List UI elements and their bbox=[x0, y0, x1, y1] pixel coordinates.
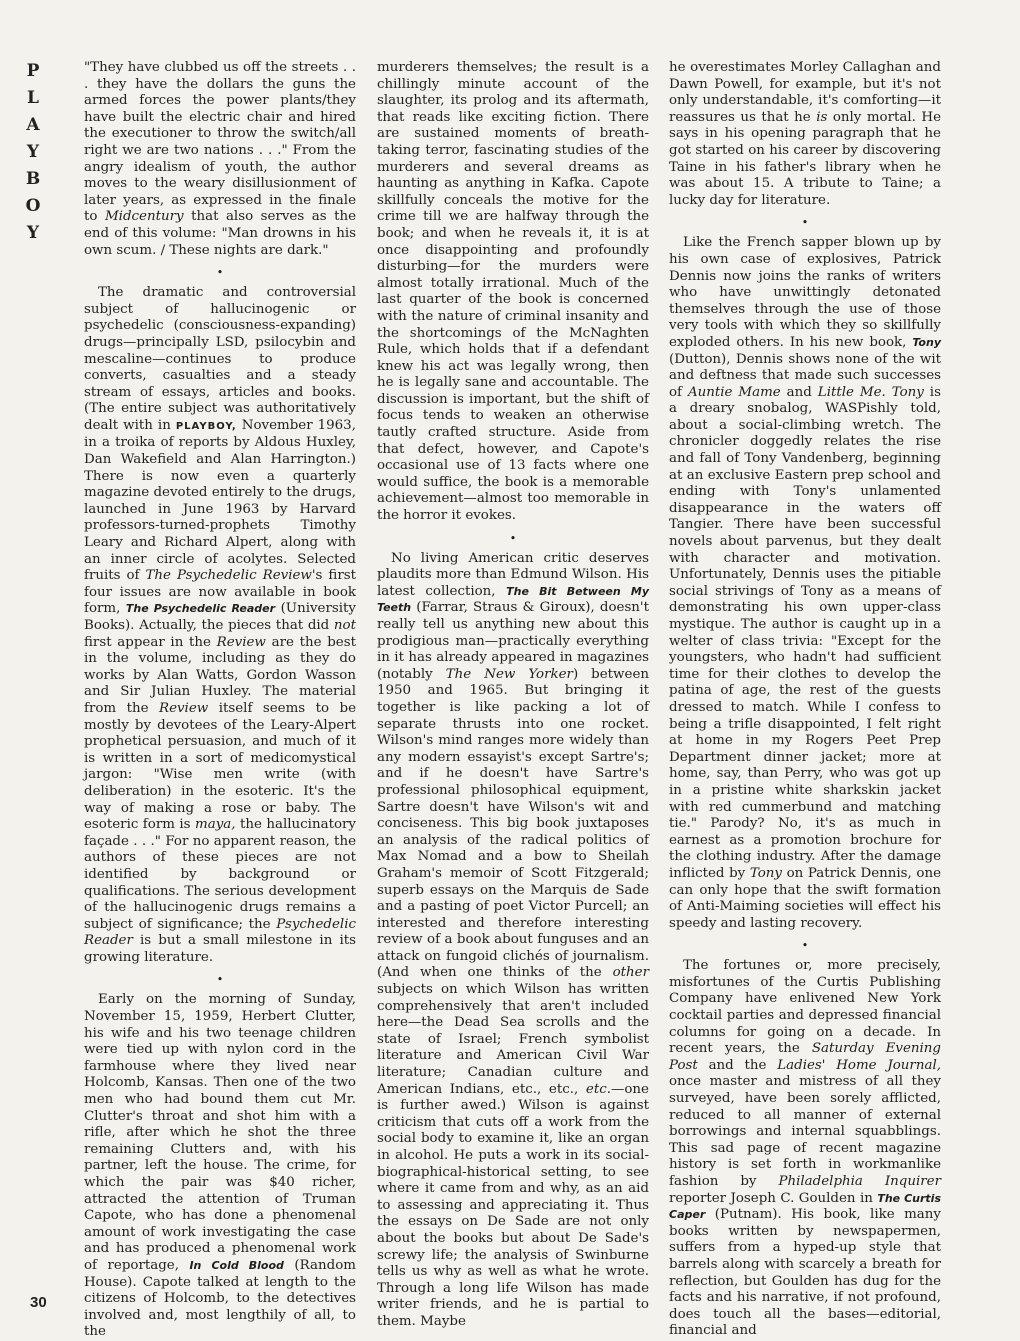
masthead-letter: Y bbox=[26, 142, 40, 162]
masthead-letter: L bbox=[27, 88, 39, 108]
book-title: The Bit Between My Teeth bbox=[377, 584, 649, 615]
book-title: The Psychedelic Reader bbox=[125, 602, 276, 616]
section-separator: • bbox=[216, 266, 224, 280]
paragraph: he overestimates Morley Callaghan and Dawn Powell, for example, but it's not only understandable, it's comforting—it reassures us that he is only mortal. He says in his opening paragraph that he got started on his career by discovering Taine in his father's library when he was about 15. A tribute to Taine; a lucky day for literature. bbox=[669, 60, 941, 208]
paragraph: murderers themselves; the result is a chillingly minute account of the slaughter, its prolog and its aftermath, that reads like exciting fiction. There are sustained moments of breath-taking terror, fascinating studies of the murderers and several dreams as haunting as anything in Kafka. Capote skillfully conceals the motive for the crime till we are halfway through the book; and when he reveals it, it is at once disappointing and profoundly disturbing—for the murders were almost totally irrational. Much of the last quarter of the book is concerned with the nature of criminal insanity and the shortcomings of the McNaghten Rule, which holds that if a defendant knew his act was legally wrong, then he is legally sane and accountable. The discussion is important, but the shift of focus tends to weaken an otherwise tautly crafted structure. Aside from that defect, however, and Capote's occasional use of 13 facts where one would suffice, the book is a memorable achievement—almost too memorable in the horror it evokes. bbox=[377, 60, 649, 524]
paragraph: No living American critic deserves plaudits more than Edmund Wilson. His latest collection, The Bit Between My Teeth (Farrar, Straus & Giroux), doesn't really tell us anything new about this prodigious man—practically everything in it has already appeared in magazines (notably The New Yorker) between 1950 and 1965. But bringing it together is like packing a lot of separate thrusts into one rocket. Wilson's mind ranges more widely than any modern essayist's except Sartre's; and if he doesn't have Sartre's professional philosophical equipment, Sartre doesn't have Wilson's wit and conciseness. This big book juxtaposes an analysis of the radical politics of Max Nomad and a bow to Sheilah Graham's memoir of Scott Fitzgerald; superb essays on the Marquis de Sade and a pasting of poet Victor Purcell; an interested and therefore interesting review of a book about funguses and an attack on fungoid clichés of journalism. (And when one thinks of the other subjects on which Wilson has written comprehensively that aren't included here—the Dead Sea scrolls and the state of Israel; French symbolist literature and American Civil War literature; Canadian culture and American Indians, etc., etc., etc.—one is further awed.) Wilson is against criticism that cuts off a work from the social body to examine it, like an organ in alcohol. He puts a work in its social-biographical-historical setting, to see where it came from and why, as an aid to assessing and appreciating it. Thus the essays on De Sade are not only about the books but about De Sade's screwy life; the analysis of Swinburne tells us why as well as what he wrote. Through a long life Wilson has made writer friends, and he is partial to them. Maybe bbox=[377, 550, 649, 1329]
masthead-letter: B bbox=[25, 169, 41, 189]
paragraph: "They have clubbed us off the streets . . . they have the dollars the guns the armed forces the power plants/they have built the electric chair and hired the executioner to throw the switch/all right we are two nations . . ." From the angry idealism of youth, the author moves to the weary disillusionment of later years, as expressed in the finale to Midcentury that also serves as the end of this volume: "Man drowns in his own scum. / These nights are dark." bbox=[84, 60, 356, 258]
section-separator: • bbox=[216, 973, 224, 987]
column-3 bbox=[669, 60, 942, 1339]
masthead-letter: A bbox=[26, 115, 40, 135]
page-number: 30 bbox=[30, 1294, 47, 1311]
book-title: In Cold Blood bbox=[189, 1258, 284, 1272]
paragraph: Like the French sapper blown up by his own case of explosives, Patrick Dennis now joins the ranks of writers who have unwittingly detonated themselves through the use of those very tools with which they so skillfully exploded others. In his new book, Tony (Dutton), Dennis shows none of the wit and deftness that made such successes of Auntie Mame and Little Me. Tony is a dreary snobalog, WASPishly told, about a social-climbing wretch. The chronicler doggedly relates the rise and fall of Tony Vandenberg, beginning at an exclusive Eastern prep school and ending with Tony's unlamented disappearance in the waters off Tangier. There have been successful novels about parvenus, but they dealt with character and motivation. Unfortunately, Dennis uses the pitiable social strivings of Tony as a means of demonstrating his own upper-class mystique. The author is caught up in a welter of class trivia: "Except for the youngsters, who hadn't had sufficient time for their clothes to develop the patina of age, the rest of the guests dressed to match. While I confess to being a trifle disappointed, I felt right at home in my Rogers Peet Prep Department dinner jacket; more at home, say, than Perry, who was got up in a pristine white sharkskin jacket with red cummerbund and matching tie." Parody? No, it's as much in earnest as a promotion brochure for the clothing industry. After the damage inflicted by Tony on Patrick Dennis, one can only hope that the swift formation of Anti-Maiming societies will effect his speedy and lasting recovery. bbox=[669, 235, 941, 931]
book-title: Tony bbox=[912, 335, 941, 349]
section-separator: • bbox=[801, 216, 809, 230]
book-title: The Curtis Caper bbox=[669, 1191, 942, 1222]
paragraph: The dramatic and controversial subject of hallucinogenic or psychedelic (consciousness-expanding) drugs—principally LSD, psilocybin and mescaline—continues to produce converts, casualties and a steady stream of essays, articles and books. (The entire subject was authoritatively dealt with in PLAYBOY, November 1963, in a troika of reports by Aldous Huxley, Dan Wakefield and Alan Harrington.) There is now even a quarterly magazine devoted entirely to the drugs, launched in June 1963 by Harvard professors-turned-prophets Timothy Leary and Richard Alpert, along with an inner circle of acolytes. Selected fruits of The Psychedelic Review's first four issues are now available in book form, The Psychedelic Reader (University Books). Actually, the pieces that did not first appear in the Review are the best in the volume, including as they do works by Alan Watts, Gordon Wasson and Sir Julian Huxley. The material from the Review itself seems to be mostly by devotees of the Leary-Alpert prophetical persuasion, and much of it is written in a sort of medicomystical jargon: "Wise men write (with deliberation) in the esoteric. It's the way of making a rose or baby. The esoteric form is maya, the hallucinatory façade . . ." For no apparent reason, the authors of these pieces are not identified by background or qualifications. The serious development of the hallucinogenic drugs remains a subject of significance; the Psychedelic Reader is but a small milestone in its growing literature. bbox=[84, 285, 357, 965]
paragraph: Early on the morning of Sunday, November 15, 1959, Herbert Clutter, his wife and his two teenage children were tied up with nylon cord in the farmhouse where they lived near Holcomb, Kansas. Then one of the two men who had bound them cut Mr. Clutter's throat and shot him with a rifle, after which he shot the three remaining Clutters and, with his partner, left the house. The crime, for which the pair was $40 richer, attracted the attention of Truman Capote, who has done a phenomenal amount of work investigating the case and has produced a phenomenal work of reportage, In Cold Blood (Random House). Capote talked at length to the citizens of Holcomb, to the detectives involved and, most lengthily of all, to the bbox=[84, 992, 356, 1340]
section-separator: • bbox=[801, 939, 809, 953]
paragraph: The fortunes or, more precisely, misfortunes of the Curtis Publishing Company have enlivened New York cocktail parties and depressed financial columns for going on a decade. In recent years, the Saturday Evening Post and the Ladies' Home Journal, once master and mistress of all they surveyed, have been sorely afflicted, reduced to all manner of external borrowings and internal squabblings. This sad page of recent magazine history is set forth in workmanlike fashion by Philadelphia Inquirer reporter Joseph C. Goulden in The Curtis Caper (Putnam). His book, like many books written by newspapermen, suffers from a hyped-up style that barrels along with scarcely a breath for reflection, but Goulden has dug for the facts and his narrative, if not profound, does touch all the bases—editorial, financial and bbox=[669, 958, 942, 1339]
masthead bbox=[20, 58, 46, 247]
column-2 bbox=[377, 60, 649, 1329]
section-separator: • bbox=[509, 531, 517, 545]
masthead-letter: Y bbox=[26, 223, 40, 243]
masthead-letter: O bbox=[25, 196, 41, 216]
column-1 bbox=[84, 60, 357, 1340]
masthead-letter: P bbox=[26, 61, 40, 81]
